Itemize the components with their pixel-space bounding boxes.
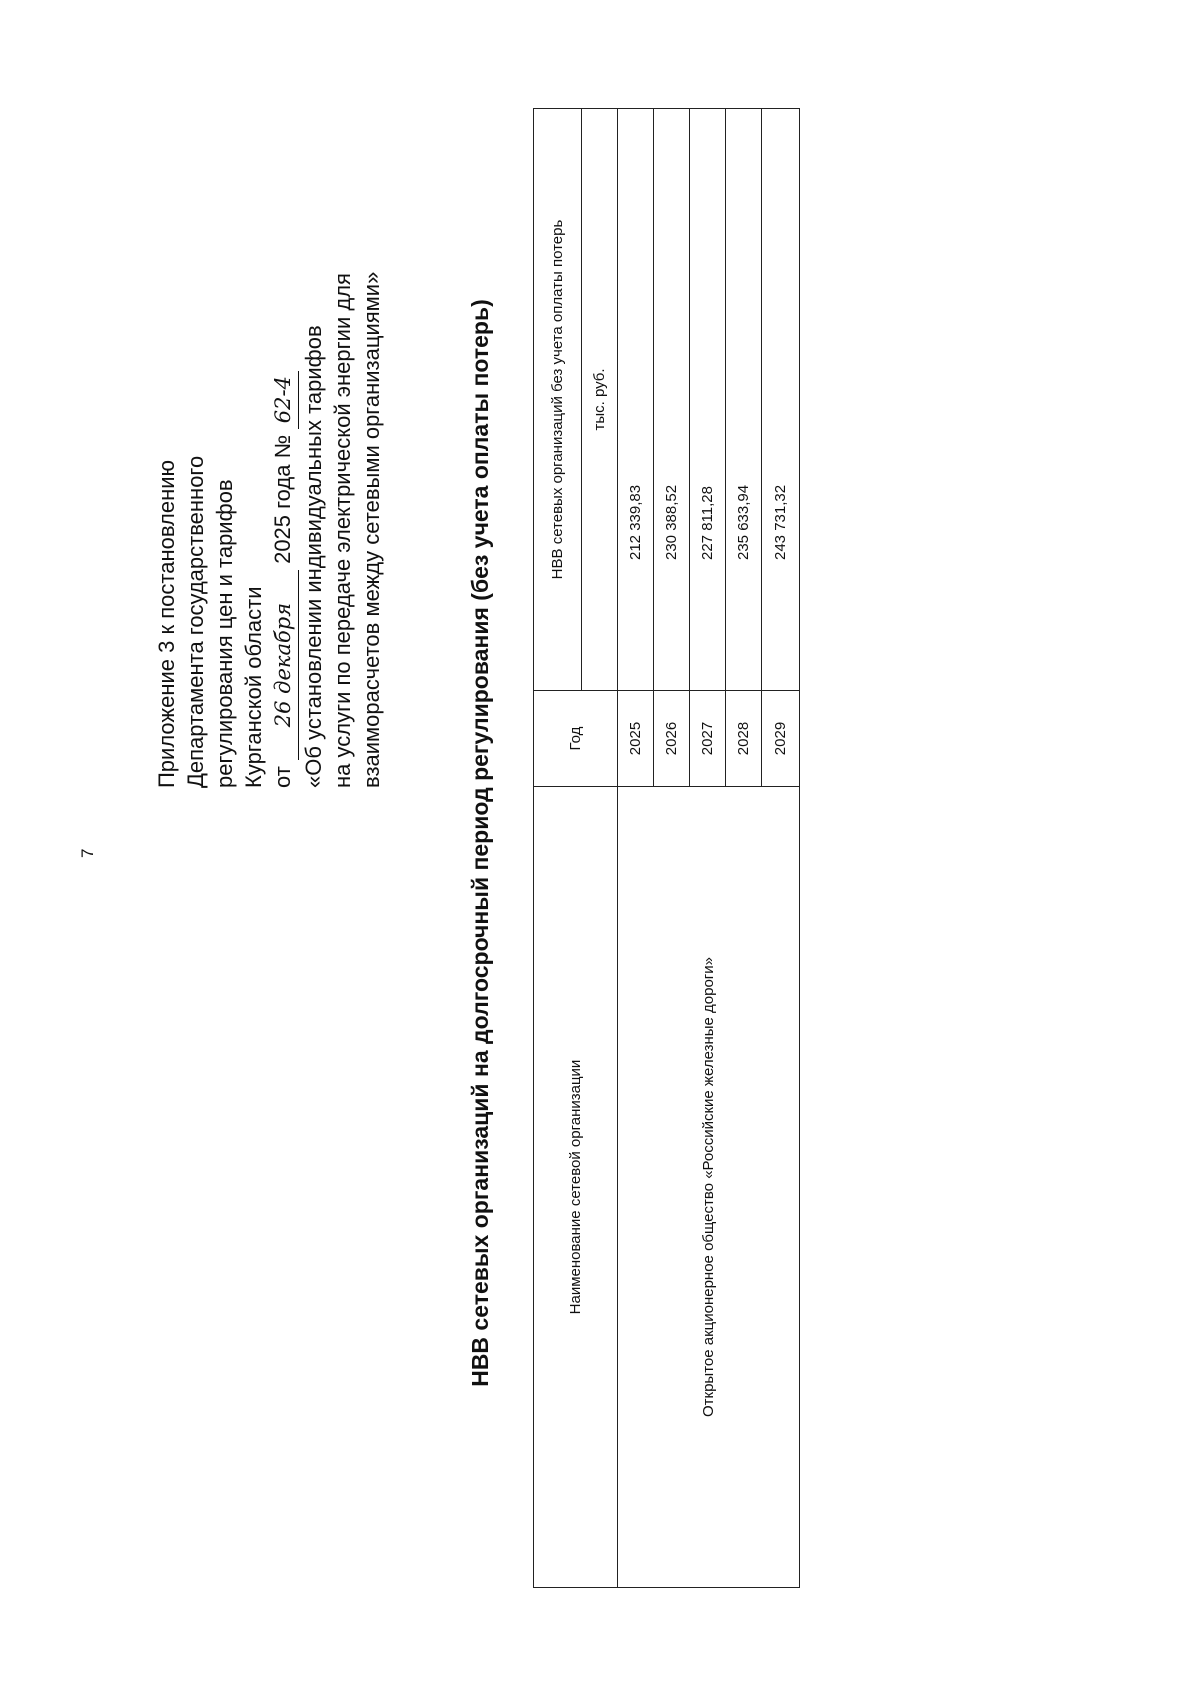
year-cell: 2027 [690, 691, 726, 787]
value-cell: 227 811,28 [690, 109, 726, 691]
date-line [268, 148, 299, 788]
value-cell: 243 731,32 [762, 109, 800, 691]
header-organization-name: Наименование сетевой организации [534, 787, 618, 1588]
unit-cell: тыс. руб. [582, 109, 618, 691]
header-line: Департамента государственного [183, 455, 208, 788]
nvv-table [533, 108, 800, 1588]
subject-line: взаиморасчетов между сетевыми организациями» [359, 271, 384, 788]
organization-name-cell: Открытое акционерное общество «Российские железные дороги» [618, 787, 800, 1588]
year-cell: 2026 [654, 691, 690, 787]
value-cell: 235 633,94 [726, 109, 762, 691]
value-cell: 212 339,83 [618, 109, 654, 691]
header-year: Год [534, 691, 618, 787]
year-number-label: 2025 года № [270, 434, 295, 564]
approval-header [152, 148, 386, 788]
date-prefix: от [270, 766, 295, 788]
handwritten-date: 26 декабря [269, 570, 299, 760]
header-nvv-value: НВВ сетевых организаций без учета оплаты потерь [534, 109, 582, 691]
year-cell: 2029 [762, 691, 800, 787]
header-line: Приложение 3 к постановлению [154, 459, 179, 788]
year-cell: 2028 [726, 691, 762, 787]
header-line: регулирования цен и тарифов [212, 479, 237, 788]
value-cell: 230 388,52 [654, 109, 690, 691]
subject-line: «Об установлении индивидуальных тарифов [301, 325, 326, 788]
subject-line: на услуги по передаче электрической энергии для [330, 273, 355, 788]
table-row [618, 109, 654, 1588]
year-cell: 2025 [618, 691, 654, 787]
table-header-row [534, 109, 582, 1588]
header-line: Курганской области [241, 586, 266, 788]
page-number: 7 [78, 848, 97, 858]
handwritten-number: 62-4 [269, 371, 299, 429]
document-title: НВВ сетевых организаций на долгосрочный период регулирования (без учета оплаты потерь) [467, 299, 493, 1387]
